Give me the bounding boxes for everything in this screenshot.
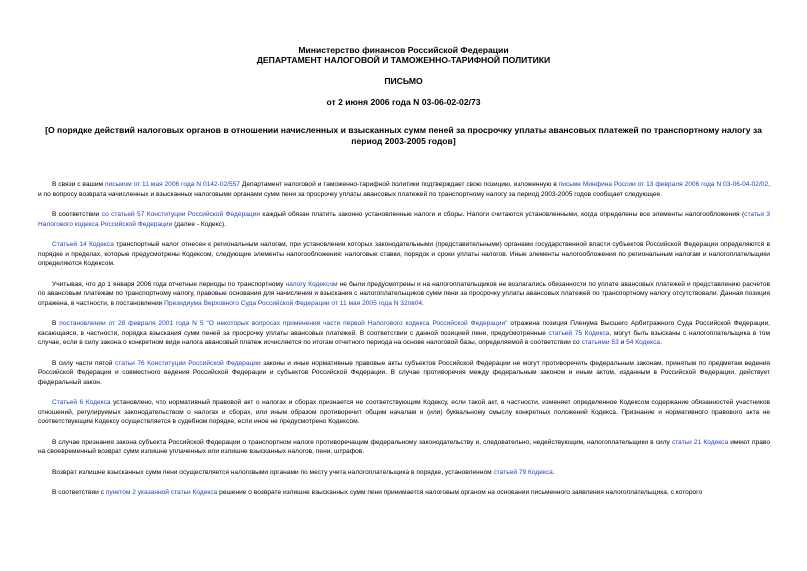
link-tax-code-article-3[interactable]: статья 3 Налогового кодекса Российской Федерации (38, 211, 770, 228)
paragraph-9: Возврат излишне взысканных сумм пени осуществляется налоговыми органами по месту учета налогоплательщика в порядке, установленном статьей 79 Кодекса. (52, 468, 555, 476)
link-constitution-article-57[interactable]: со статьей 57 Конституции Российской Федерации (101, 211, 261, 218)
paragraph-4: Учитывая, что до 1 января 2006 года отчетные периоды по транспортному налогу Кодексом не были предусмотрены и на налогоплательщиков не возлагались обязанности по уплате авансовых платежей и представлению расчетов по авансовым платежам по транспортному налогу, правовые основания для начисления и взыскания с налогоплательщиков сумм пени за просрочку уплаты авансовых платежей по транспортному налогу отсутствовали. Данная позиция отражена, в частности, в постановлении Президиума Верховного Суда Российской Федерации от 11 мая 2005 года N 32пв04. (38, 280, 770, 307)
link-tax-code[interactable]: налогу Кодексом (285, 280, 338, 288)
paragraph-8: В случае признания закона субъекта Российской Федерации о транспортном налоге противоречащим федеральному законодательству и, следовательно, недействующим, налогоплательщики в силу статьи 21 Кодекса имеют право на своевременный возврат сумм излишне уплаченных или излишне взысканных налогов, пени, штрафов. (38, 438, 771, 455)
document-type: ПИСЬМО (384, 76, 423, 86)
link-code-article-6[interactable]: Статьей 6 Кодекса (52, 399, 111, 406)
link-code-article-75[interactable]: статьей 75 Кодекса (548, 329, 610, 337)
document-date-number: от 2 июня 2006 года N 03-06-02-02/73 (326, 97, 481, 107)
paragraph-6: В силу части пятой статьи 76 Конституции Российской Федерации законы и иные нормативные правовые акты субъектов Российской Федерации не могут противоречить федеральным законам, принятым по предметам ведения Российской Федерации и совместного ведения Российской Федерации и субъектов Российской Федерации. В случае противоречия между федеральным законом и иным актом, изданным в Российской Федерации, действует федеральный закон. (38, 359, 771, 386)
link-minfin-letter-13-feb-2006[interactable]: письме Минфина России от 13 февраля 2006 года N 03-06-04-02/02 (558, 181, 769, 188)
link-letter-11-may-2006[interactable]: письмом от 11 мая 2006 года N 0142-02/557 (104, 181, 240, 188)
paragraph-3: Статьей 14 Кодекса транспортный налог отнесен к региональным налогам, при установлении которых законодательными (представительными) органами государственной власти субъектов Российской Федерации определяются в порядке и пределах, которые предусмотрены Кодексом, следующие элементы налогообложения: налоговые ставки, порядок и сроки уплаты налогов. Иные элементы налогообложения по региональным налогам и налогоплательщики определяются Кодексом. (38, 241, 770, 267)
link-article-79-point-2[interactable]: пунктом 2 указанной статьи Кодекса (105, 489, 218, 496)
link-constitution-article-76[interactable]: статьи 76 Конституции Российской Федерации (114, 359, 261, 367)
paragraph-5: В постановлении от 28 февраля 2001 года N 5 "О некоторых вопросах применения части первой Налогового кодекса Российской Федерации" отражена позиция Пленума Высшего Арбитражного Суда Российской Федерации, касающаяся, в частности, порядка взыскания сумм пеней за просрочку уплаты авансовых платежей. В соответствии с данной позицией пени, предусмотренные статьей 75 Кодекса, могут быть взысканы с налогоплательщика в том случае, если в силу закона о конкретном виде налога авансовый платеж исчисляется по итогам отчетного периода на основе налоговой базы, определяемой в соответствии со статьями 53 и 54 Кодекса. (38, 320, 770, 346)
link-code-article-54[interactable]: 54 Кодекса (626, 339, 661, 346)
paragraph-7: Статьей 6 Кодекса установлено, что нормативный правовой акт о налогах и сборах признается не соответствующим Кодексу, если такой акт, в частности, изменяет определенное Кодексом содержание обязанностей участников отношений, регулируемых законодательством о налогах и сборах, или иным образом противоречит общим началам и (или) буквальному смыслу конкретных положений Кодекса. Признание и нормативного правового акта не соответствующим Кодексу осуществляется в судебном порядке, если иное не предусмотрено Кодексом. (38, 399, 770, 425)
paragraph-2: В соответствии со статьей 57 Конституции Российской Федерации каждый обязан платить законно установленные налоги и сборы. Налоги считаются установленными, когда определены все элементы налогообложения (статья 3 Налогового кодекса Российской Федерации (далее - Кодекс). (38, 211, 770, 228)
ministry-name: Министерство финансов Российской Федерации (298, 45, 509, 55)
document-subject: [О порядке действий налоговых органов в отношении начисленных и взысканных сумм пеней за просрочку уплаты авансовых платежей по транспортному налогу за период 2003-2005 годов] (45, 125, 762, 146)
link-resolution-28-feb-2001[interactable]: постановлении от 28 февраля 2001 года N 5 "О некоторых вопросах применения части первой Налогового кодекса Российской Федерации" (59, 320, 508, 327)
link-code-article-21[interactable]: статьи 21 Кодекса (671, 438, 729, 446)
department-name: ДЕПАРТАМЕНТ НАЛОГОВОЙ И ТАМОЖЕННО-ТАРИФНОЙ ПОЛИТИКИ (256, 55, 551, 65)
link-code-article-14[interactable]: Статьей 14 Кодекса (52, 241, 114, 248)
paragraph-1: В связи с вашим письмом от 11 мая 2006 года N 0142-02/557 Департамент налоговой и таможенно-тарифной политики подтверждает свою позицию, изложенную в письме Минфина России от 13 февраля 2006 года N 03-06-04-02/02, и по вопросу возврата начисленных и взысканных налоговыми органами сумм пени за просрочку уплаты авансовых платежей по транспортному налогу за период 2003-2005 годов сообщает следующее. (38, 181, 770, 198)
issuer-header (0, 45, 807, 65)
document-body (38, 180, 770, 509)
paragraph-10: В соответствии с пунктом 2 указанной статьи Кодекса решение о возврате излишне взысканных сумм пени принимается налоговым органом на основании письменного заявления налогоплательщика, с которого (52, 489, 703, 496)
link-supreme-court-presidium[interactable]: Президиума Верховного Суда Российской Федерации от 11 мая 2005 года N 32пв04 (164, 299, 423, 307)
link-code-article-79[interactable]: статьей 79 Кодекса (493, 468, 553, 476)
link-code-article-53[interactable]: статьями 53 (581, 339, 619, 346)
